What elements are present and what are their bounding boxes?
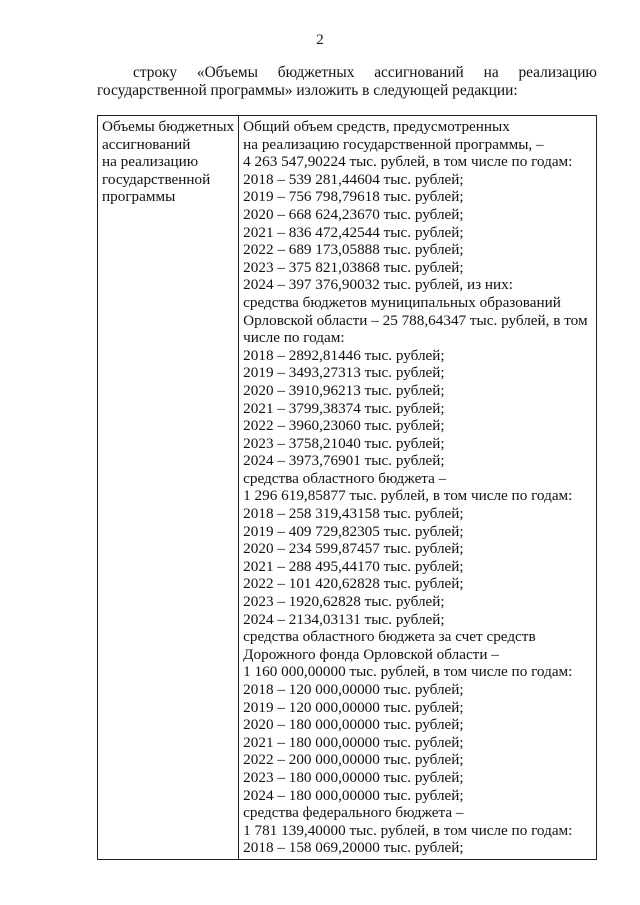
value-line: 2019 – 756 798,79618 тыс. рублей; bbox=[243, 188, 464, 206]
intro-word: «Объемы bbox=[196, 64, 259, 81]
value-line: 2020 – 668 624,23670 тыс. рублей; bbox=[243, 205, 464, 223]
value-line: 2022 – 200 000,00000 тыс. рублей; bbox=[243, 751, 464, 769]
value-line: 2018 – 258 319,43158 тыс. рублей; bbox=[243, 505, 464, 523]
row-value-cell bbox=[239, 116, 597, 860]
value-line: 2023 – 1920,62828 тыс. рублей; bbox=[243, 593, 445, 611]
value-line: 2018 – 158 069,20000 тыс. рублей; bbox=[243, 839, 464, 857]
table-row bbox=[98, 116, 597, 860]
value-line: 4 263 547,90224 тыс. рублей, в том числе по годам: bbox=[243, 153, 573, 171]
value-line: 2022 – 689 173,05888 тыс. рублей; bbox=[243, 241, 464, 259]
value-line: 2021 – 288 495,44170 тыс. рублей; bbox=[243, 557, 464, 575]
intro-paragraph bbox=[97, 64, 597, 100]
value-line: 2020 – 234 599,87457 тыс. рублей; bbox=[243, 540, 464, 558]
value-line: средства областного бюджета за счет средств bbox=[243, 628, 536, 646]
value-line: 2018 – 2892,81446 тыс. рублей; bbox=[243, 346, 445, 364]
value-line: 2019 – 409 729,82305 тыс. рублей; bbox=[243, 522, 464, 540]
value-line: 2022 – 101 420,62828 тыс. рублей; bbox=[243, 575, 464, 593]
value-line: на реализацию государственной программы, – bbox=[243, 135, 544, 153]
value-line: 2024 – 180 000,00000 тыс. рублей; bbox=[243, 786, 464, 804]
intro-word: ассигнований bbox=[374, 64, 464, 81]
intro-word: бюджетных bbox=[277, 64, 355, 81]
value-line: 2019 – 3493,27313 тыс. рублей; bbox=[243, 364, 445, 382]
value-line: 2021 – 180 000,00000 тыс. рублей; bbox=[243, 733, 464, 751]
program-funding-table bbox=[97, 115, 597, 860]
label-line: на реализацию bbox=[102, 153, 199, 171]
label-line: программы bbox=[102, 188, 176, 206]
value-line: средства областного бюджета – bbox=[243, 469, 447, 487]
value-line: 2021 – 3799,38374 тыс. рублей; bbox=[243, 399, 445, 417]
value-line: числе по годам: bbox=[243, 329, 345, 347]
value-line: Общий объем средств, предусмотренных bbox=[243, 118, 510, 135]
label-line: Объемы бюджетных bbox=[102, 118, 235, 135]
value-line: 2018 – 539 281,44604 тыс. рублей; bbox=[243, 170, 464, 188]
intro-line-1 bbox=[97, 64, 597, 82]
row-label-cell bbox=[98, 116, 239, 860]
intro-word: на bbox=[483, 64, 499, 81]
value-line: 2020 – 180 000,00000 тыс. рублей; bbox=[243, 716, 464, 734]
value-line: Орловской области – 25 788,64347 тыс. рублей, в том bbox=[243, 311, 588, 329]
value-line: 2019 – 120 000,00000 тыс. рублей; bbox=[243, 698, 464, 716]
value-line: 2020 – 3910,96213 тыс. рублей; bbox=[243, 381, 445, 399]
value-line: средства федерального бюджета – bbox=[243, 804, 464, 822]
value-line: 1 781 139,40000 тыс. рублей, в том числе по годам: bbox=[243, 821, 573, 839]
value-line: 2023 – 180 000,00000 тыс. рублей; bbox=[243, 768, 464, 786]
value-line: 2021 – 836 472,42544 тыс. рублей; bbox=[243, 223, 464, 241]
value-line: 2023 – 3758,21040 тыс. рублей; bbox=[243, 434, 445, 452]
page-number: 2 bbox=[316, 32, 324, 48]
intro-word: реализацию bbox=[518, 64, 597, 81]
value-line: Дорожного фонда Орловской области – bbox=[243, 645, 499, 663]
value-line: 1 296 619,85877 тыс. рублей, в том числе по годам: bbox=[243, 487, 573, 505]
intro-line-2: государственной программы» изложить в следующей редакции: bbox=[97, 82, 518, 99]
value-line: 2018 – 120 000,00000 тыс. рублей; bbox=[243, 681, 464, 698]
value-line: 1 160 000,00000 тыс. рублей, в том числе по годам: bbox=[243, 663, 573, 681]
label-line: государственной bbox=[102, 170, 211, 188]
value-line: 2022 – 3960,23060 тыс. рублей; bbox=[243, 417, 445, 435]
value-line: 2023 – 375 821,03868 тыс. рублей; bbox=[243, 258, 464, 276]
label-line: ассигнований bbox=[102, 135, 191, 153]
value-line: 2024 – 2134,03131 тыс. рублей; bbox=[243, 610, 445, 628]
value-line: средства бюджетов муниципальных образований bbox=[243, 293, 561, 311]
intro-word: строку bbox=[133, 64, 178, 81]
value-line: 2024 – 397 376,90032 тыс. рублей, из них: bbox=[243, 276, 513, 294]
value-line: 2024 – 3973,76901 тыс. рублей; bbox=[243, 452, 445, 470]
